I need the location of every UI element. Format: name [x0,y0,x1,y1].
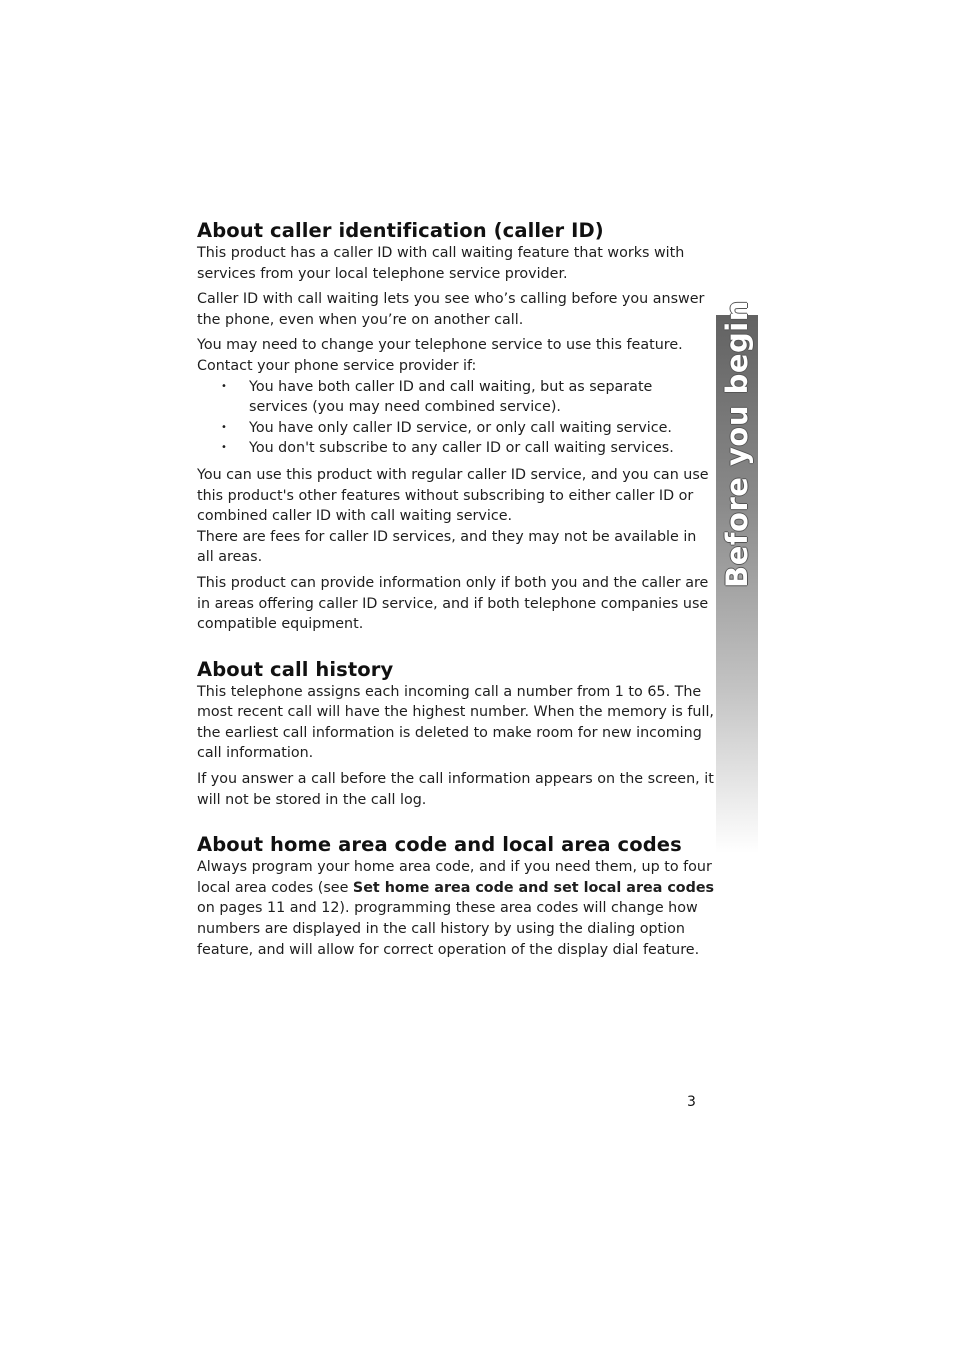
area-codes-section [197,833,715,960]
bullet-icon: • [221,442,227,454]
area-codes-heading: About home area code and local area codes [197,833,682,857]
caller-id-paragraph-6: This product can provide information only if both you and the caller are in areas offering caller ID service, and if both telephone companies use compatible equipment. [197,574,709,633]
call-history-paragraph-2: If you answer a call before the call information appears on the screen, it will not be stored in the call log. [197,771,714,808]
caller-id-bullet-list [197,377,715,459]
caller-id-paragraph-4: You can use this product with regular caller ID service, and you can use this product's other features without subscribing to either caller ID or combined caller ID with call waiting service. [197,466,709,525]
side-tab-label: Before you begin [720,300,754,588]
section-spacer [197,640,715,658]
call-history-section [197,658,715,811]
bullet-icon: • [221,380,227,392]
page-content [197,219,715,965]
list-item [197,377,715,418]
area-codes-text-end: on pages 11 and 12). programming these area codes will change how numbers are displayed in the call history by using the dialing option feature, and will allow for correct operation of the display dial feature. [197,900,700,958]
bullet-icon: • [221,421,227,433]
caller-id-paragraph-1: This product has a caller ID with call waiting feature that works with services from your local telephone service provider. [197,245,685,282]
list-item [197,438,715,459]
list-item-text: You have only caller ID service, or only call waiting service. [249,419,672,436]
list-item-text: You have both caller ID and call waiting, but as separate services (you may need combined service). [249,378,653,416]
caller-id-paragraph-5: There are fees for caller ID services, and they may not be available in all areas. [197,528,697,566]
list-item [197,418,715,439]
call-history-paragraph-1: This telephone assigns each incoming call a number from 1 to 65. The most recent call will have the highest number. When the memory is full, the earliest call information is deleted to make room for new incoming call information. [197,683,714,762]
section-spacer [197,815,715,833]
area-codes-paragraph [197,857,715,960]
caller-id-section [197,219,715,635]
page-number: 3 [687,1094,696,1110]
area-codes-reference: Set home area code and set local area codes [352,879,715,896]
section-side-tab [716,300,758,853]
caller-id-paragraph-3: You may need to change your telephone service to use this feature. Contact your phone service provider if: [197,337,683,374]
caller-id-paragraph-2: Caller ID with call waiting lets you see who’s calling before you answer the phone, even when you’re on another call. [197,291,705,328]
area-codes-text-start: Always program your home area code, and if you need them, up to four local area codes (see [197,859,712,896]
list-item-text: You don't subscribe to any caller ID or call waiting services. [249,440,674,457]
caller-id-heading: About caller identification (caller ID) [197,219,604,242]
call-history-heading: About call history [197,657,394,681]
